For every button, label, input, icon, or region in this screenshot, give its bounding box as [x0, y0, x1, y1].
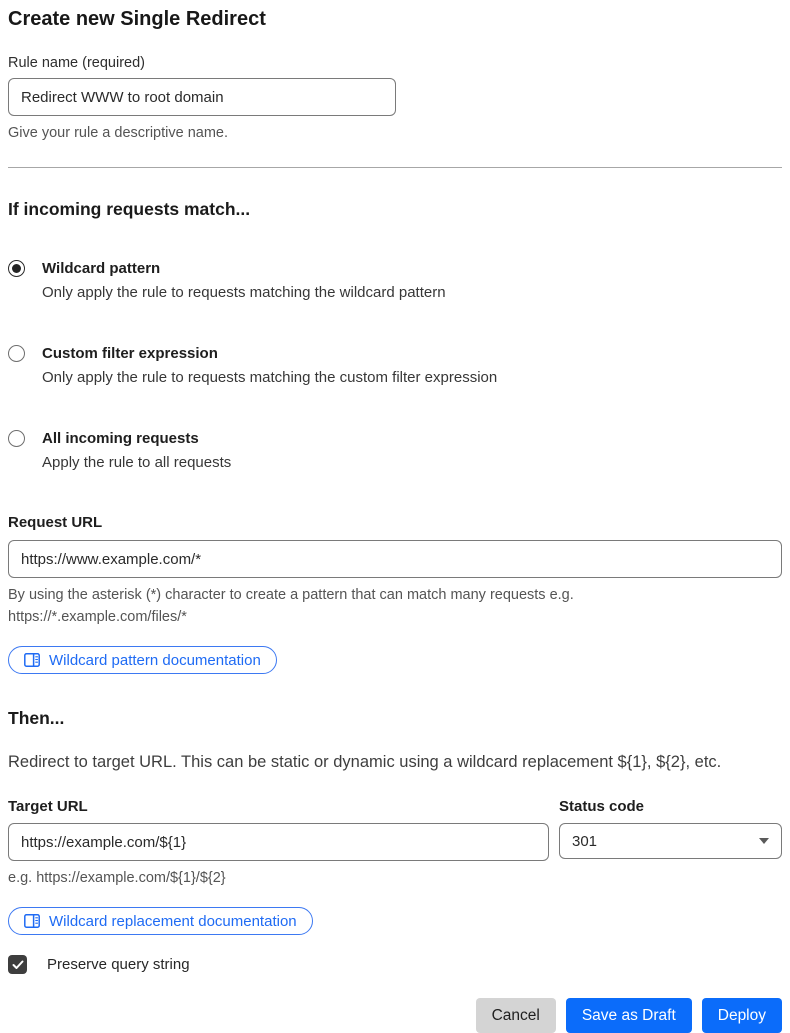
radio-option-custom-filter-expression[interactable]: [8, 343, 782, 388]
request-url-label: Request URL: [8, 514, 103, 531]
request-url-help: By using the asterisk (*) character to create a pattern that can match many requests e.g. https://*.example.com/files/*: [8, 587, 574, 625]
section-divider: [8, 167, 782, 168]
radio-option-description: Only apply the rule to requests matching the wildcard pattern: [42, 284, 446, 301]
then-section-heading: Then...: [8, 708, 65, 728]
radio-option-label: Wildcard pattern: [42, 260, 161, 277]
rule-name-help: Give your rule a descriptive name.: [8, 125, 229, 141]
status-code-label: Status code: [559, 798, 645, 815]
radio-unselected-icon[interactable]: [8, 345, 25, 362]
radio-option-wildcard-pattern[interactable]: [8, 258, 782, 303]
wildcard-replacement-doc-button[interactable]: [8, 907, 313, 935]
rule-name-label: Rule name (required): [8, 55, 146, 71]
preserve-query-string-row[interactable]: [8, 955, 782, 974]
wildcard-pattern-doc-button[interactable]: [8, 646, 277, 674]
cancel-button[interactable]: Cancel: [476, 998, 556, 1033]
status-code-value: 301: [572, 832, 598, 850]
form-actions: [8, 998, 782, 1033]
radio-option-description: Only apply the rule to requests matching the custom filter expression: [42, 369, 498, 386]
status-code-select[interactable]: [559, 823, 782, 859]
wildcard-replacement-doc-label: Wildcard replacement documentation: [49, 912, 297, 930]
create-redirect-form: [8, 6, 782, 1033]
page-title: Create new Single Redirect: [8, 8, 266, 30]
save-as-draft-button[interactable]: Save as Draft: [566, 998, 692, 1033]
book-icon: [24, 653, 40, 667]
then-section-description: Redirect to target URL. This can be static or dynamic using a wildcard replacement ${1}, ${2}, etc.: [8, 753, 722, 771]
deploy-button[interactable]: Deploy: [702, 998, 782, 1033]
rule-name-input[interactable]: [8, 78, 396, 116]
chevron-down-icon: [759, 838, 769, 844]
radio-option-label: All incoming requests: [42, 430, 199, 447]
radio-selected-icon[interactable]: [8, 260, 25, 277]
target-url-label: Target URL: [8, 798, 88, 815]
checkbox-checked-icon[interactable]: [8, 955, 27, 974]
radio-option-label: Custom filter expression: [42, 345, 218, 362]
target-url-help: e.g. https://example.com/${1}/${2}: [8, 870, 226, 886]
preserve-query-string-label: Preserve query string: [47, 956, 190, 973]
radio-option-description: Apply the rule to all requests: [42, 454, 232, 471]
target-url-input[interactable]: [8, 823, 549, 861]
request-url-input[interactable]: [8, 540, 782, 578]
match-type-radio-group: [8, 258, 782, 473]
book-icon: [24, 914, 40, 928]
wildcard-pattern-doc-label: Wildcard pattern documentation: [49, 651, 261, 669]
radio-option-all-incoming-requests[interactable]: [8, 428, 782, 473]
radio-unselected-icon[interactable]: [8, 430, 25, 447]
target-fields-row: [8, 797, 782, 861]
match-section-heading: If incoming requests match...: [8, 199, 251, 219]
